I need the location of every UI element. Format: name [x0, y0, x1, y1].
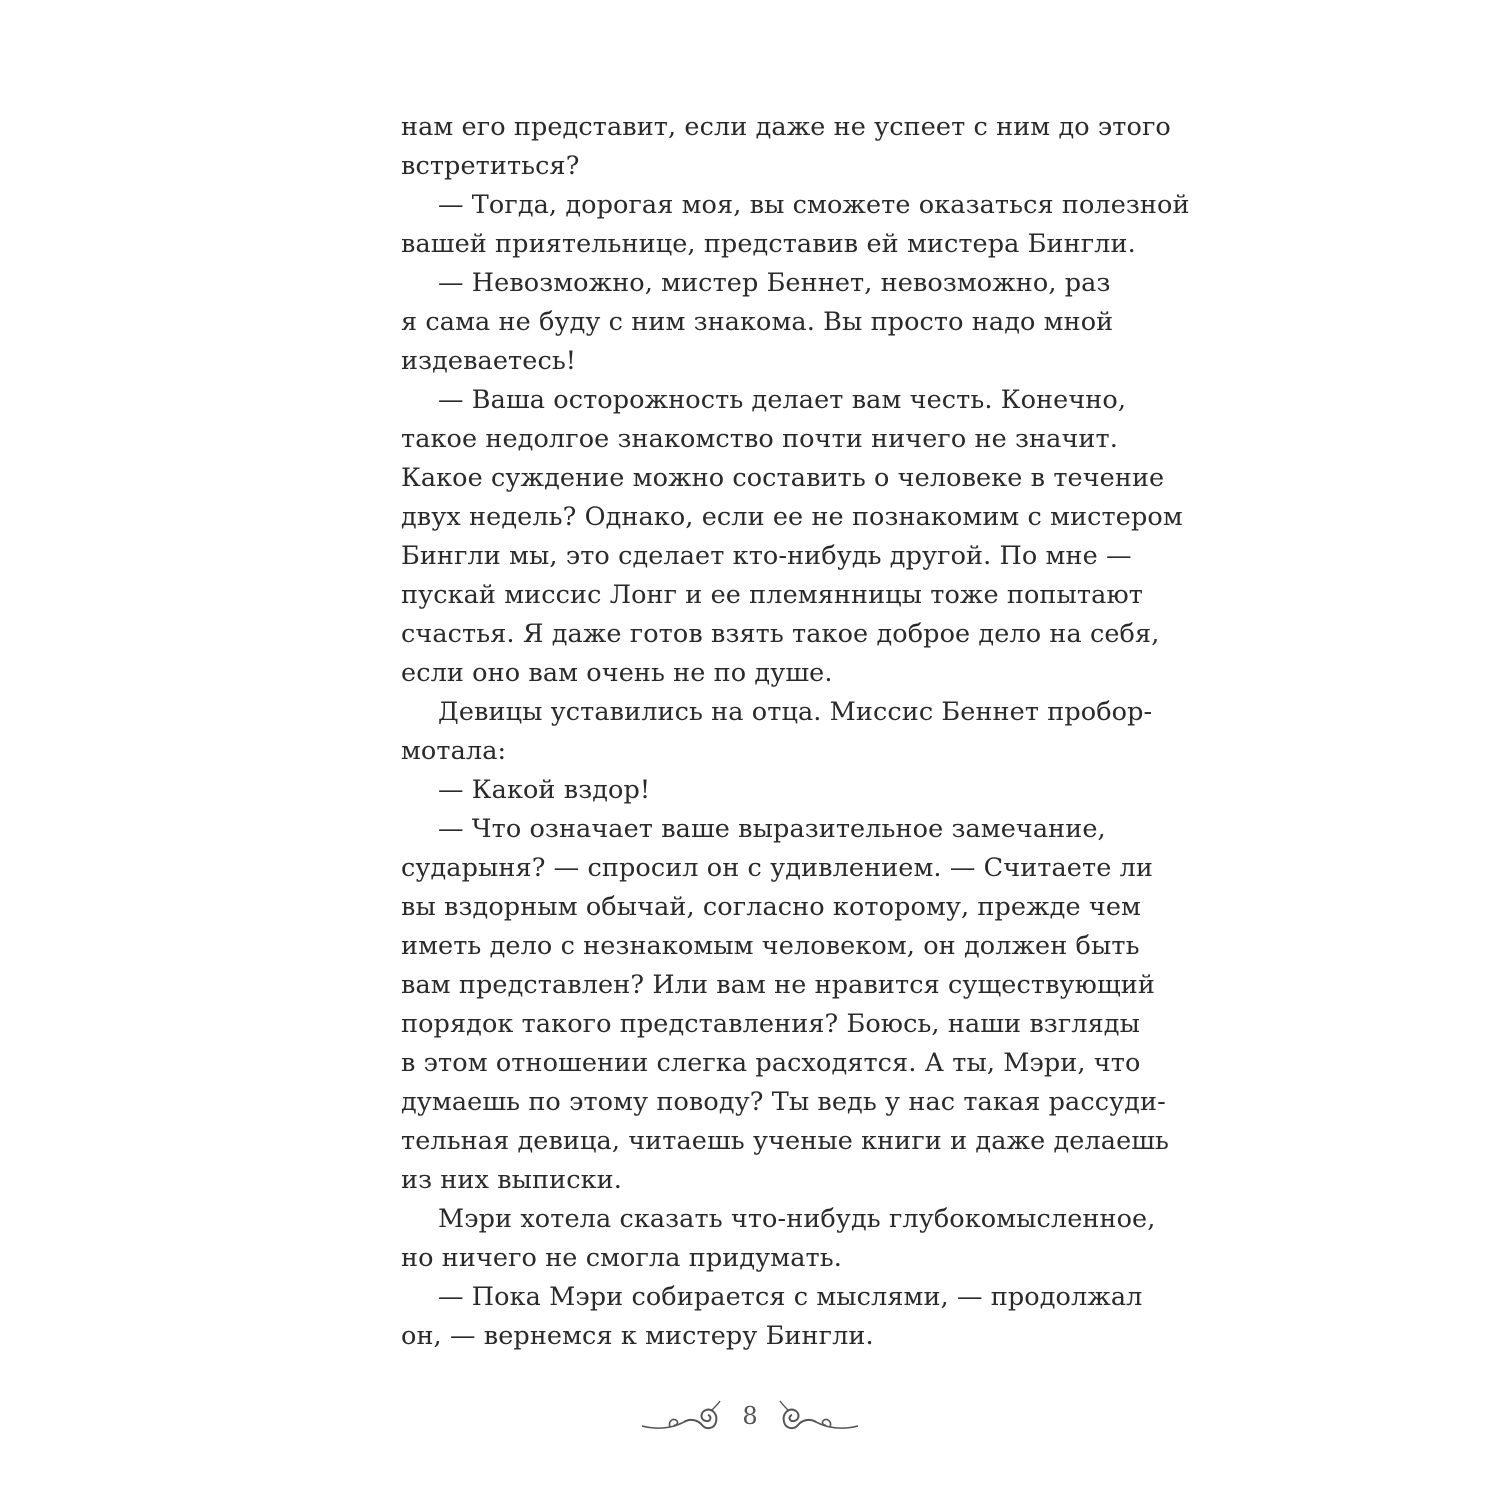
text-line: Мэри хотела сказать что-нибудь глубокомысленное,	[438, 1204, 1156, 1234]
text-line: но ничего не смогла придумать.	[401, 1243, 842, 1273]
left-flourish-icon	[640, 1398, 730, 1442]
text-line: вам представлен? Или вам не нравится существующий	[401, 970, 1155, 1000]
text-line: такое недолгое знакомство почти ничего не значит.	[401, 424, 1118, 454]
text-line: Какое суждение можно составить о человеке в течение	[401, 463, 1165, 493]
text-line: нам его представит, если даже не успеет с ним до этого	[401, 112, 1171, 142]
text-line: из них выписки.	[401, 1165, 622, 1195]
text-line: — Ваша осторожность делает вам честь. Конечно,	[438, 385, 1127, 415]
text-line: — Тогда, дорогая моя, вы сможете оказаться полезной	[438, 190, 1190, 220]
text-line: пускай миссис Лонг и ее племянницы тоже попытают	[401, 580, 1143, 610]
text-line: встретиться?	[401, 151, 580, 181]
text-line: тельная девица, читаешь ученые книги и даже делаешь	[401, 1126, 1170, 1156]
text-line: — Что означает ваше выразительное замечание,	[438, 814, 1106, 844]
text-line: вы вздорным обычай, согласно которому, прежде чем	[401, 892, 1141, 922]
text-line: мотала:	[401, 736, 507, 766]
text-line: — Невозможно, мистер Беннет, невозможно, раз	[438, 268, 1111, 298]
text-line: Бингли мы, это сделает кто-нибудь другой. По мне —	[401, 541, 1132, 571]
text-line: в этом отношении слегка расходятся. А ты, Мэри, что	[401, 1048, 1141, 1078]
text-line: он, — вернемся к мистеру Бингли.	[401, 1321, 874, 1351]
text-line: счастья. Я даже готов взять такое доброе дело на себя,	[401, 619, 1160, 649]
text-line: Девицы уставились на отца. Миссис Беннет пробор-	[438, 697, 1153, 727]
right-flourish-icon	[770, 1398, 860, 1442]
text-line: — Пока Мэри собирается с мыслями, — продолжал	[438, 1282, 1143, 1312]
text-line: порядок такого представления? Боюсь, наши взгляды	[401, 1009, 1140, 1039]
text-line: издеваетесь!	[401, 346, 577, 376]
text-line: я сама не буду с ним знакома. Вы просто надо мной	[401, 307, 1114, 337]
text-line: сударыня? — спросил он с удивлением. — Считаете ли	[401, 853, 1153, 883]
page-number: 8	[742, 1402, 758, 1430]
text-line: если оно вам очень не по душе.	[401, 658, 833, 688]
text-line: вашей приятельнице, представив ей мистера Бингли.	[401, 229, 1136, 259]
text-line: двух недель? Однако, если ее не познакомим с мистером	[401, 502, 1183, 532]
text-line: иметь дело с незнакомым человеком, он должен быть	[401, 931, 1140, 961]
text-line: думаешь по этому поводу? Ты ведь у нас такая рассуди-	[401, 1087, 1166, 1117]
page-footer	[640, 1398, 860, 1442]
text-line: — Какой вздор!	[438, 775, 651, 805]
